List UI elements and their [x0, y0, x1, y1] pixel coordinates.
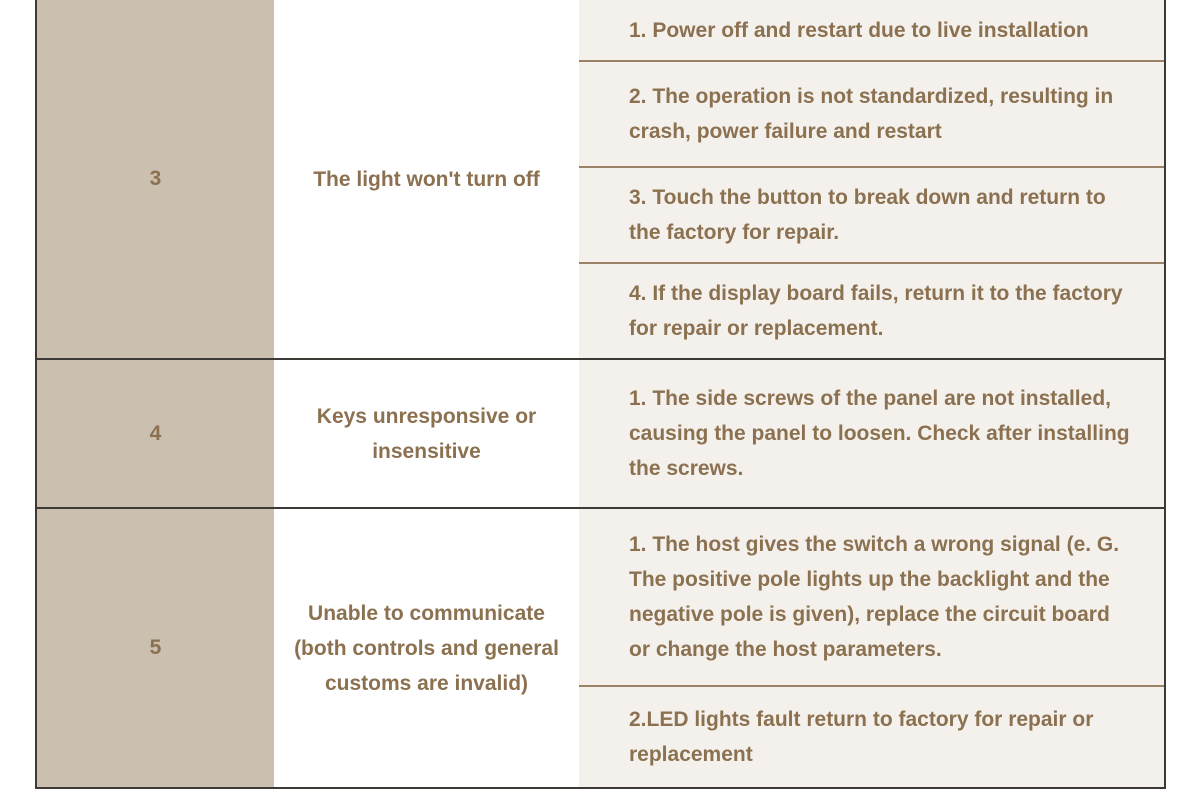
solution-item: [579, 166, 1164, 262]
solution-item: [579, 509, 1164, 685]
solution-item: [579, 360, 1164, 507]
issue-text: The light won't turn off: [313, 167, 540, 191]
solution-text: 1. The host gives the switch a wrong signal (e. G. The positive pole lights up the backlight and the negative pole is given), replace the circuit board or change the host parameters.: [629, 533, 1120, 661]
troubleshooting-table: [35, 0, 1166, 789]
solution-item: [579, 262, 1164, 358]
issue-text: Unable to communicate (both controls and general customs are invalid): [294, 601, 559, 695]
solution-text: 1. Power off and restart due to live installation: [629, 18, 1089, 42]
issue-description: [274, 360, 579, 507]
issue-description: [274, 0, 579, 358]
row-number: 4: [37, 360, 274, 507]
row-number: 5: [37, 509, 274, 787]
solutions-column: [579, 509, 1164, 787]
row-number: 3: [37, 0, 274, 358]
solution-item: [579, 0, 1164, 60]
table-row: [37, 0, 1164, 360]
solution-text: 4. If the display board fails, return it to the factory for repair or replacement.: [629, 282, 1123, 340]
solution-item: [579, 60, 1164, 166]
solutions-column: [579, 360, 1164, 507]
solution-text: 1. The side screws of the panel are not installed, causing the panel to loosen. Check after installing the screws.: [629, 387, 1130, 480]
solution-text: 2.LED lights fault return to factory for repair or replacement: [629, 708, 1094, 766]
issue-description: [274, 509, 579, 787]
table-row: [37, 360, 1164, 509]
solution-text: 3. Touch the button to break down and return to the factory for repair.: [629, 186, 1106, 244]
solution-text: 2. The operation is not standardized, resulting in crash, power failure and restart: [629, 85, 1114, 143]
issue-text: Keys unresponsive or insensitive: [316, 404, 537, 463]
solution-item: [579, 685, 1164, 787]
table-row: [37, 509, 1164, 789]
solutions-column: [579, 0, 1164, 358]
